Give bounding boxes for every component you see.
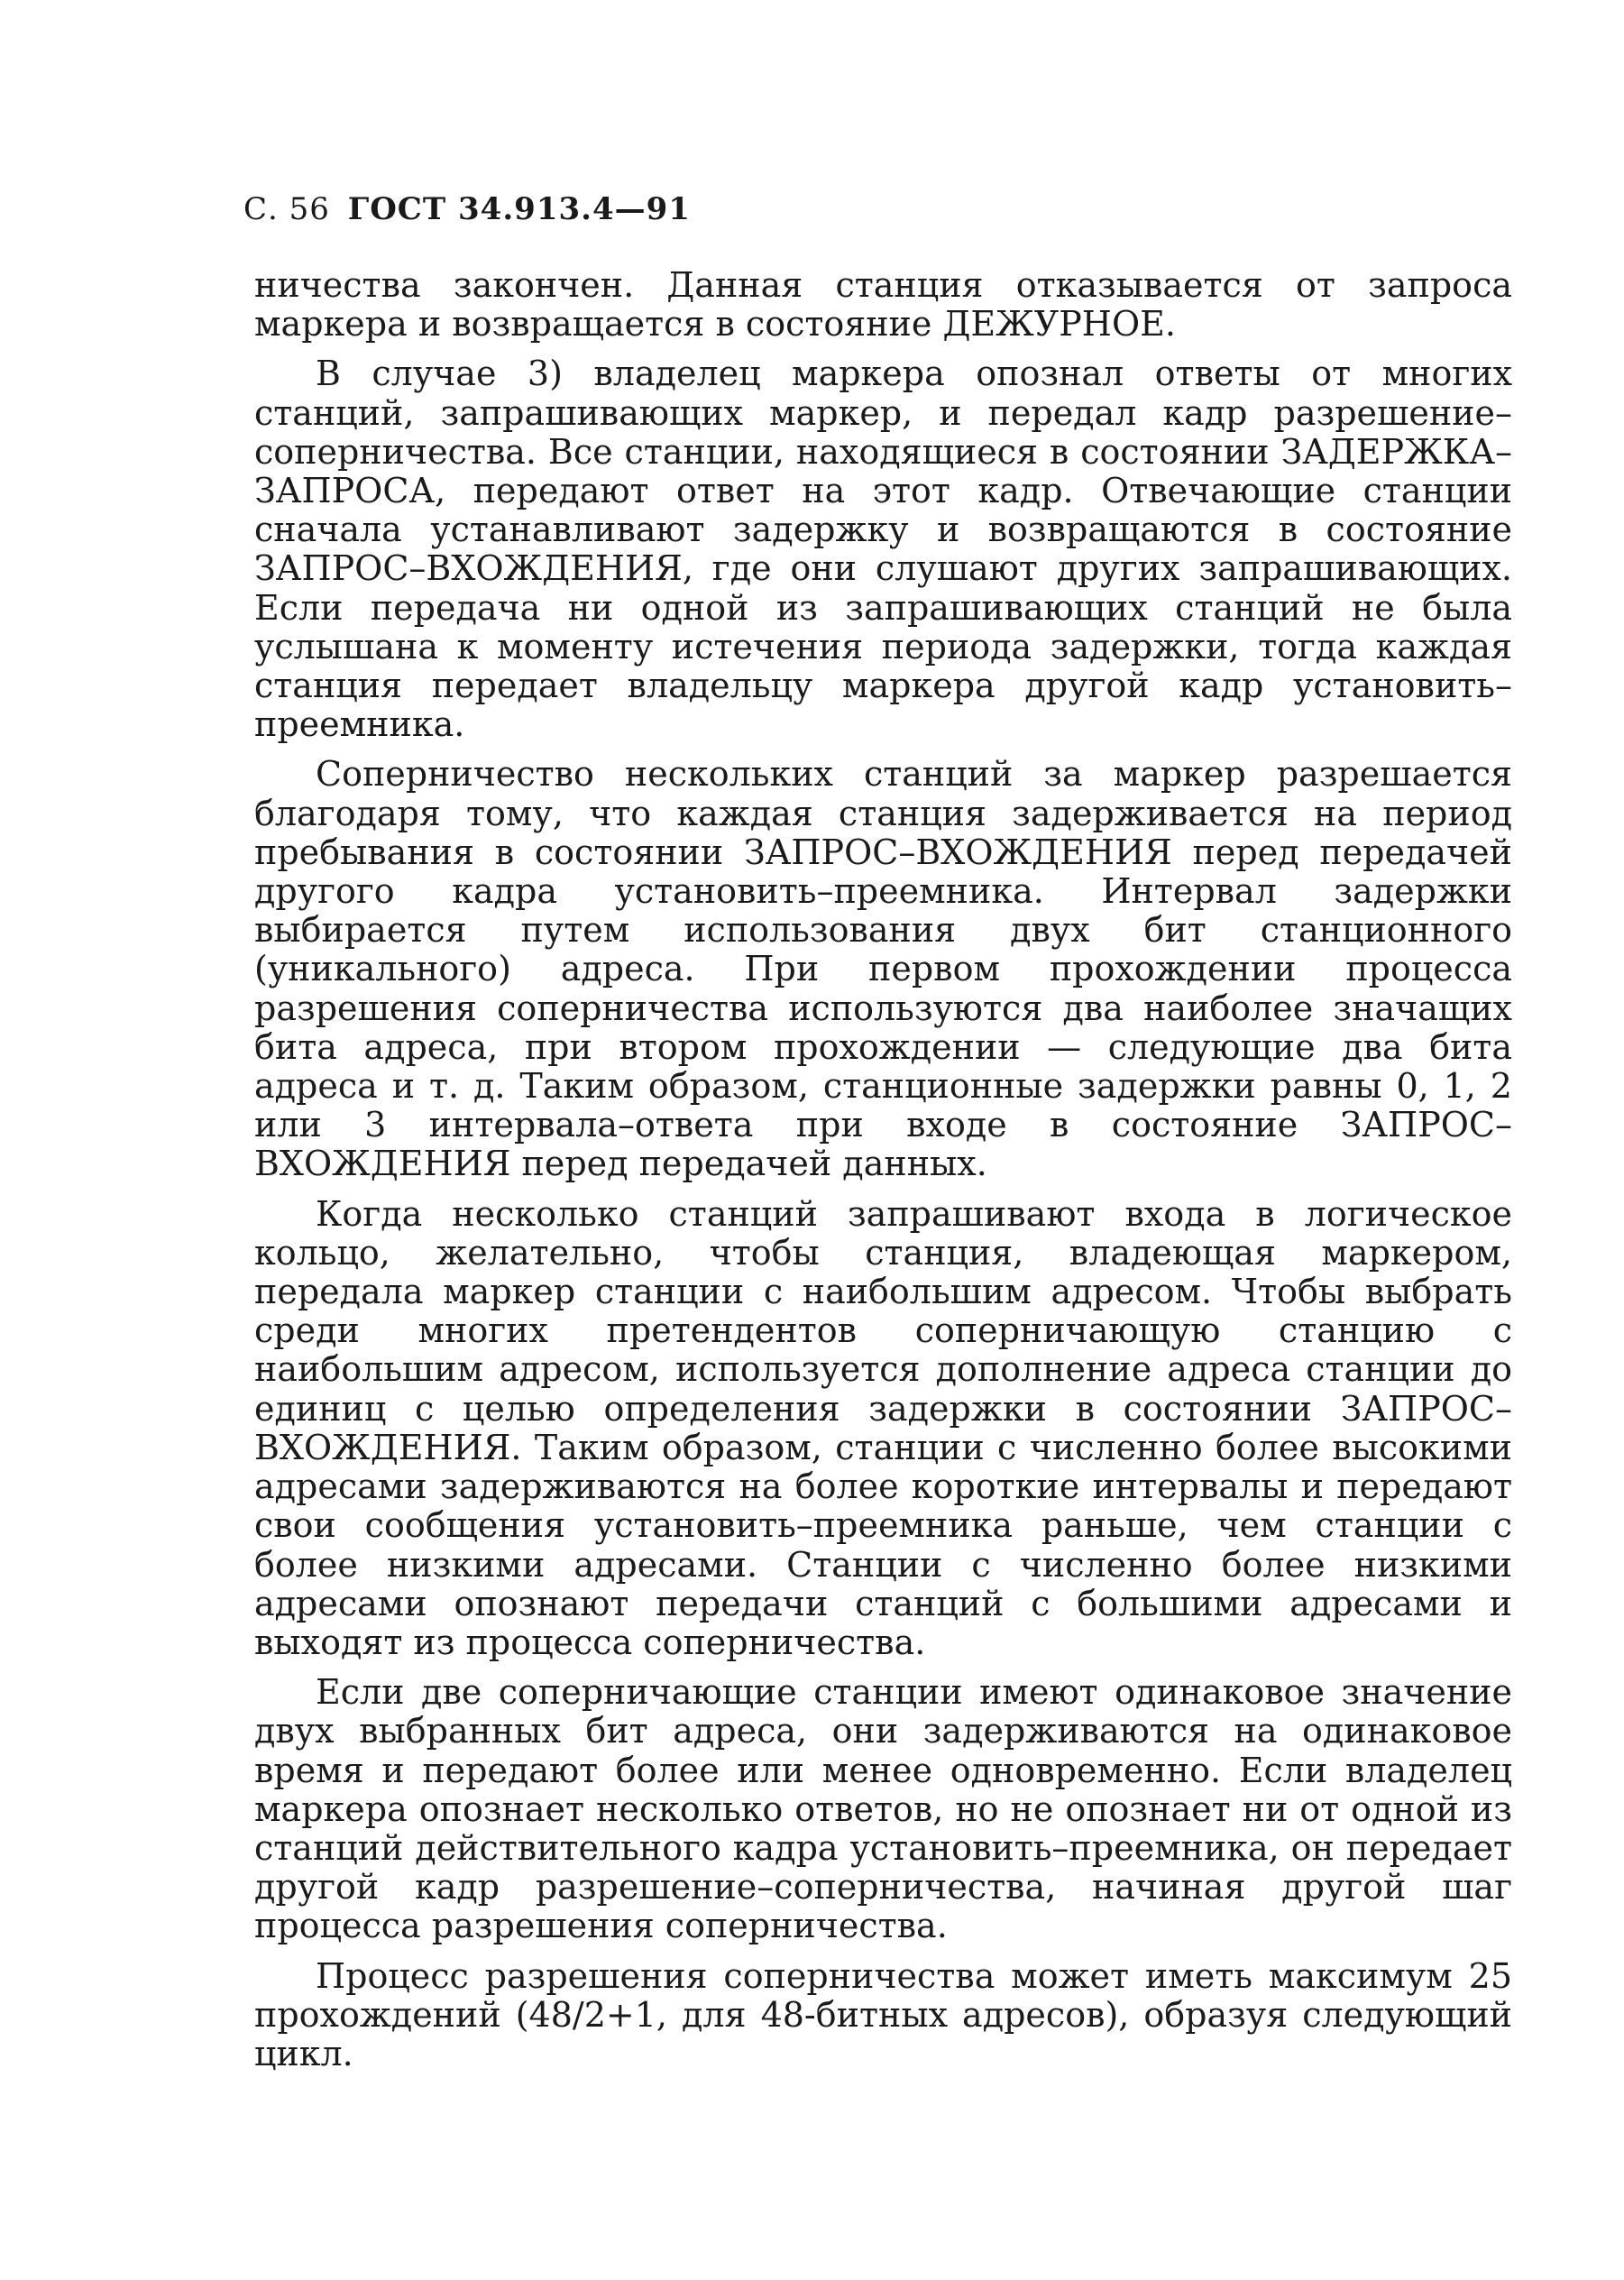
standard-designation: ГОСТ 34.913.4—91 xyxy=(347,191,691,227)
paragraph-equal-bits: Если две соперничающие станции имеют одинаковое значение двух выбранных бит адреса, они задерживаются на одинаковое время и передают более или менее одновременно. Если владелец маркера опознает несколько ответов, но не опознает ни от одной из станций действительного кадра установить–преемника, он передает другой кадр разрешение–соперничества, начиная другой шаг процесса разрешения соперничества. xyxy=(254,1672,1512,1946)
page-number: С. 56 xyxy=(243,191,330,227)
paragraph-max-passes: Процесс разрешения соперничества может иметь максимум 25 прохождений (48/2+1, для 48-битных адресов), образуя следующий цикл. xyxy=(254,1955,1512,2073)
paragraph-continuation: ничества закончен. Данная станция отказывается от запроса маркера и возвращается в состояние ДЕЖУРНОЕ. xyxy=(254,265,1512,345)
document-body xyxy=(254,266,1512,2084)
paragraph-highest-address: Когда несколько станций запрашивают входа в логическое кольцо, желательно, чтобы станция, владеющая маркером, передала маркер станции с наибольшим адресом. Чтобы выбрать среди многих претендентов соперничающую станцию с наибольшим адресом, используется дополнение адреса станции до единиц с целью определения задержки в состоянии ЗАПРОС–ВХОЖДЕНИЯ. Таким образом, станции с численно более высокими адресами задерживаются на более короткие интервалы и передают свои сообщения установить–преемника раньше, чем станции с более низкими адресами. Станции с численно более низкими адресами опознают передачи станций с большими адресами и выходят из процесса соперничества. xyxy=(254,1193,1512,1662)
page-header xyxy=(243,191,691,227)
paragraph-contention: Соперничество нескольких станций за маркер разрешается благодаря тому, что каждая станция задерживается на период пребывания в состоянии ЗАПРОС–ВХОЖДЕНИЯ перед передачей другого кадра установить–преемника. Интервал задержки выбирается путем использования двух бит станционного (уникального) адреса. При первом прохождении процесса разрешения соперничества используются два наиболее значащих бита адреса, при втором прохождении — следующие два бита адреса и т. д. Таким образом, станционные задержки равны 0, 1, 2 или 3 интервала–ответа при входе в состояние ЗАПРОС–ВХОЖДЕНИЯ перед передачей данных. xyxy=(254,754,1512,1184)
paragraph-case-3: В случае 3) владелец маркера опознал ответы от многих станций, запрашивающих маркер, и передал кадр разрешение–соперничества. Все станции, находящиеся в состоянии ЗАДЕРЖКА–ЗАПРОСА, передают ответ на этот кадр. Отвечающие станции сначала устанавливают задержку и возвращаются в состояние ЗАПРОС–ВХОЖДЕНИЯ, где они слушают других запрашивающих. Если передача ни одной из запрашивающих станций не была услышана к моменту истечения периода задержки, тогда каждая станция передает владельцу маркера другой кадр установить–преемника. xyxy=(254,354,1512,745)
